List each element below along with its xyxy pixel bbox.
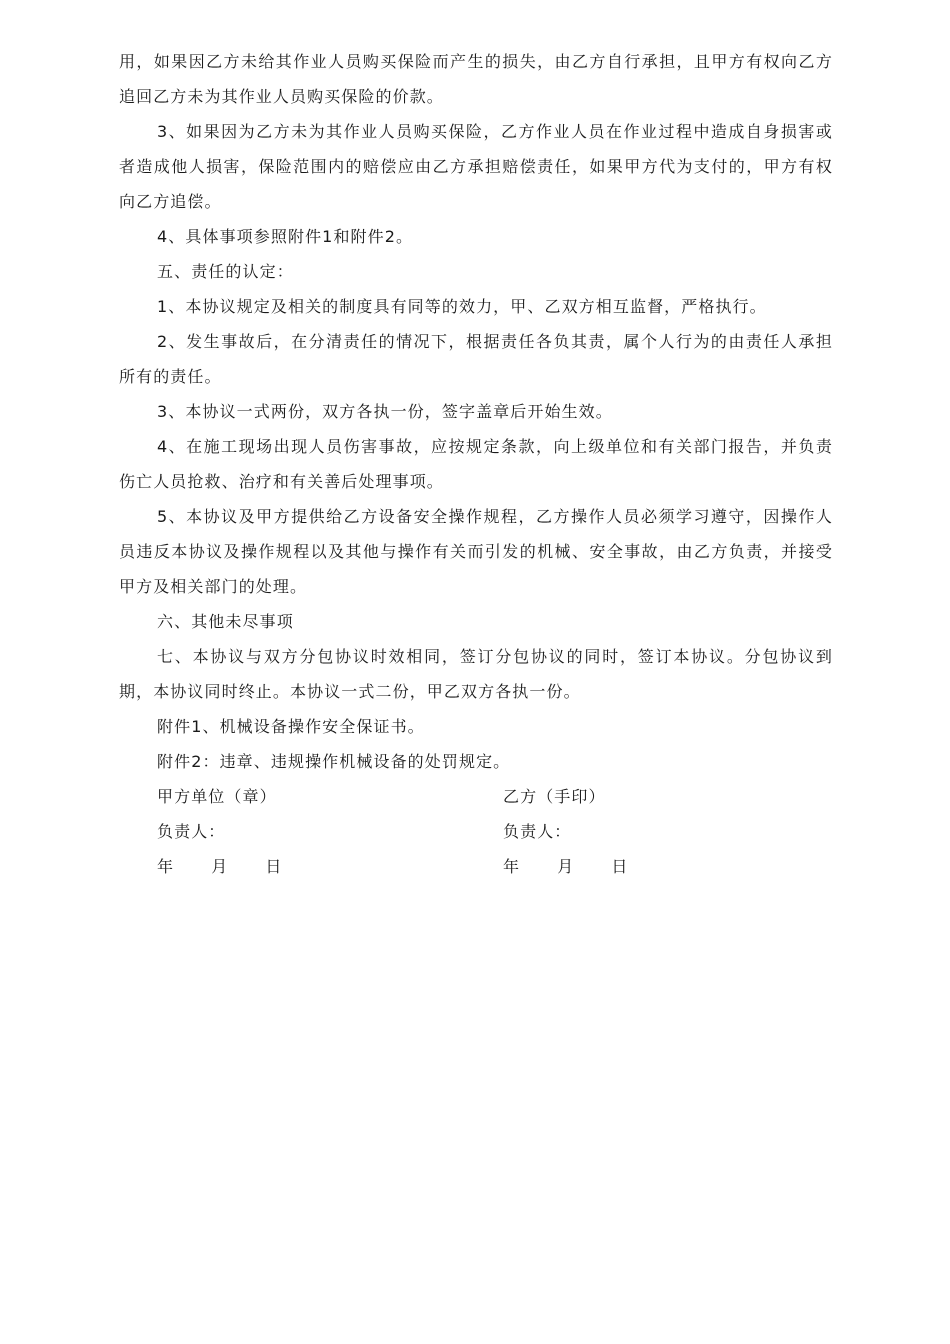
paragraph-continuation: 用，如果因乙方未给其作业人员购买保险而产生的损失，由乙方自行承担，且甲方有权向乙方追回乙方未为其作业人员购买保险的价款。 [119, 52, 833, 106]
section-heading-responsibility: 五、责任的认定： [157, 262, 294, 281]
paragraph-responsibility-2: 2、发生事故后，在分清责任的情况下，根据责任各负其责，属个人行为的由责任人承担所有的责任。 [119, 332, 833, 386]
party-b-responsible: 负责人： [503, 822, 572, 841]
paragraph-responsibility-4: 4、在施工现场出现人员伤害事故，应按规定条款，向上级单位和有关部门报告，并负责伤亡人员抢救、治疗和有关善后处理事项。 [119, 437, 833, 491]
attachment-2-line: 附件2：违章、违规操作机械设备的处罚规定。 [157, 752, 511, 771]
paragraph-clause-4-attachments: 4、具体事项参照附件1和附件2。 [157, 227, 414, 246]
section-heading-other-matters: 六、其他未尽事项 [157, 612, 294, 631]
document-page [119, 44, 833, 884]
party-a-responsible: 负责人： [157, 822, 226, 841]
attachment-1-line: 附件1、机械设备操作安全保证书。 [157, 717, 425, 736]
signature-row-date [119, 849, 833, 884]
party-b-label: 乙方（手印） [503, 787, 606, 806]
signature-row-responsible [119, 814, 833, 849]
paragraph-clause-3-insurance: 3、如果因为乙方未为其作业人员购买保险，乙方作业人员在作业过程中造成自身损害或者造成他人损害，保险范围内的赔偿应由乙方承担赔偿责任，如果甲方代为支付的，甲方有权向乙方追偿。 [119, 122, 833, 211]
agreement-body [119, 44, 833, 779]
party-a-date: 年 月 日 [157, 857, 283, 876]
signature-row-party [119, 779, 833, 814]
paragraph-responsibility-1: 1、本协议规定及相关的制度具有同等的效力，甲、乙双方相互监督，严格执行。 [157, 297, 767, 316]
party-a-label: 甲方单位（章） [157, 787, 277, 806]
paragraph-responsibility-3: 3、本协议一式两份，双方各执一份，签字盖章后开始生效。 [157, 402, 613, 421]
paragraph-responsibility-5: 5、本协议及甲方提供给乙方设备安全操作规程，乙方操作人员必须学习遵守，因操作人员违反本协议及操作规程以及其他与操作有关而引发的机械、安全事故，由乙方负责，并接受甲方及相关部门的处理。 [119, 507, 833, 596]
signature-block [119, 779, 833, 884]
party-b-date: 年 月 日 [503, 857, 629, 876]
section-seven-validity: 七、本协议与双方分包协议时效相同，签订分包协议的同时，签订本协议。分包协议到期，本协议同时终止。本协议一式二份，甲乙双方各执一份。 [119, 647, 833, 701]
